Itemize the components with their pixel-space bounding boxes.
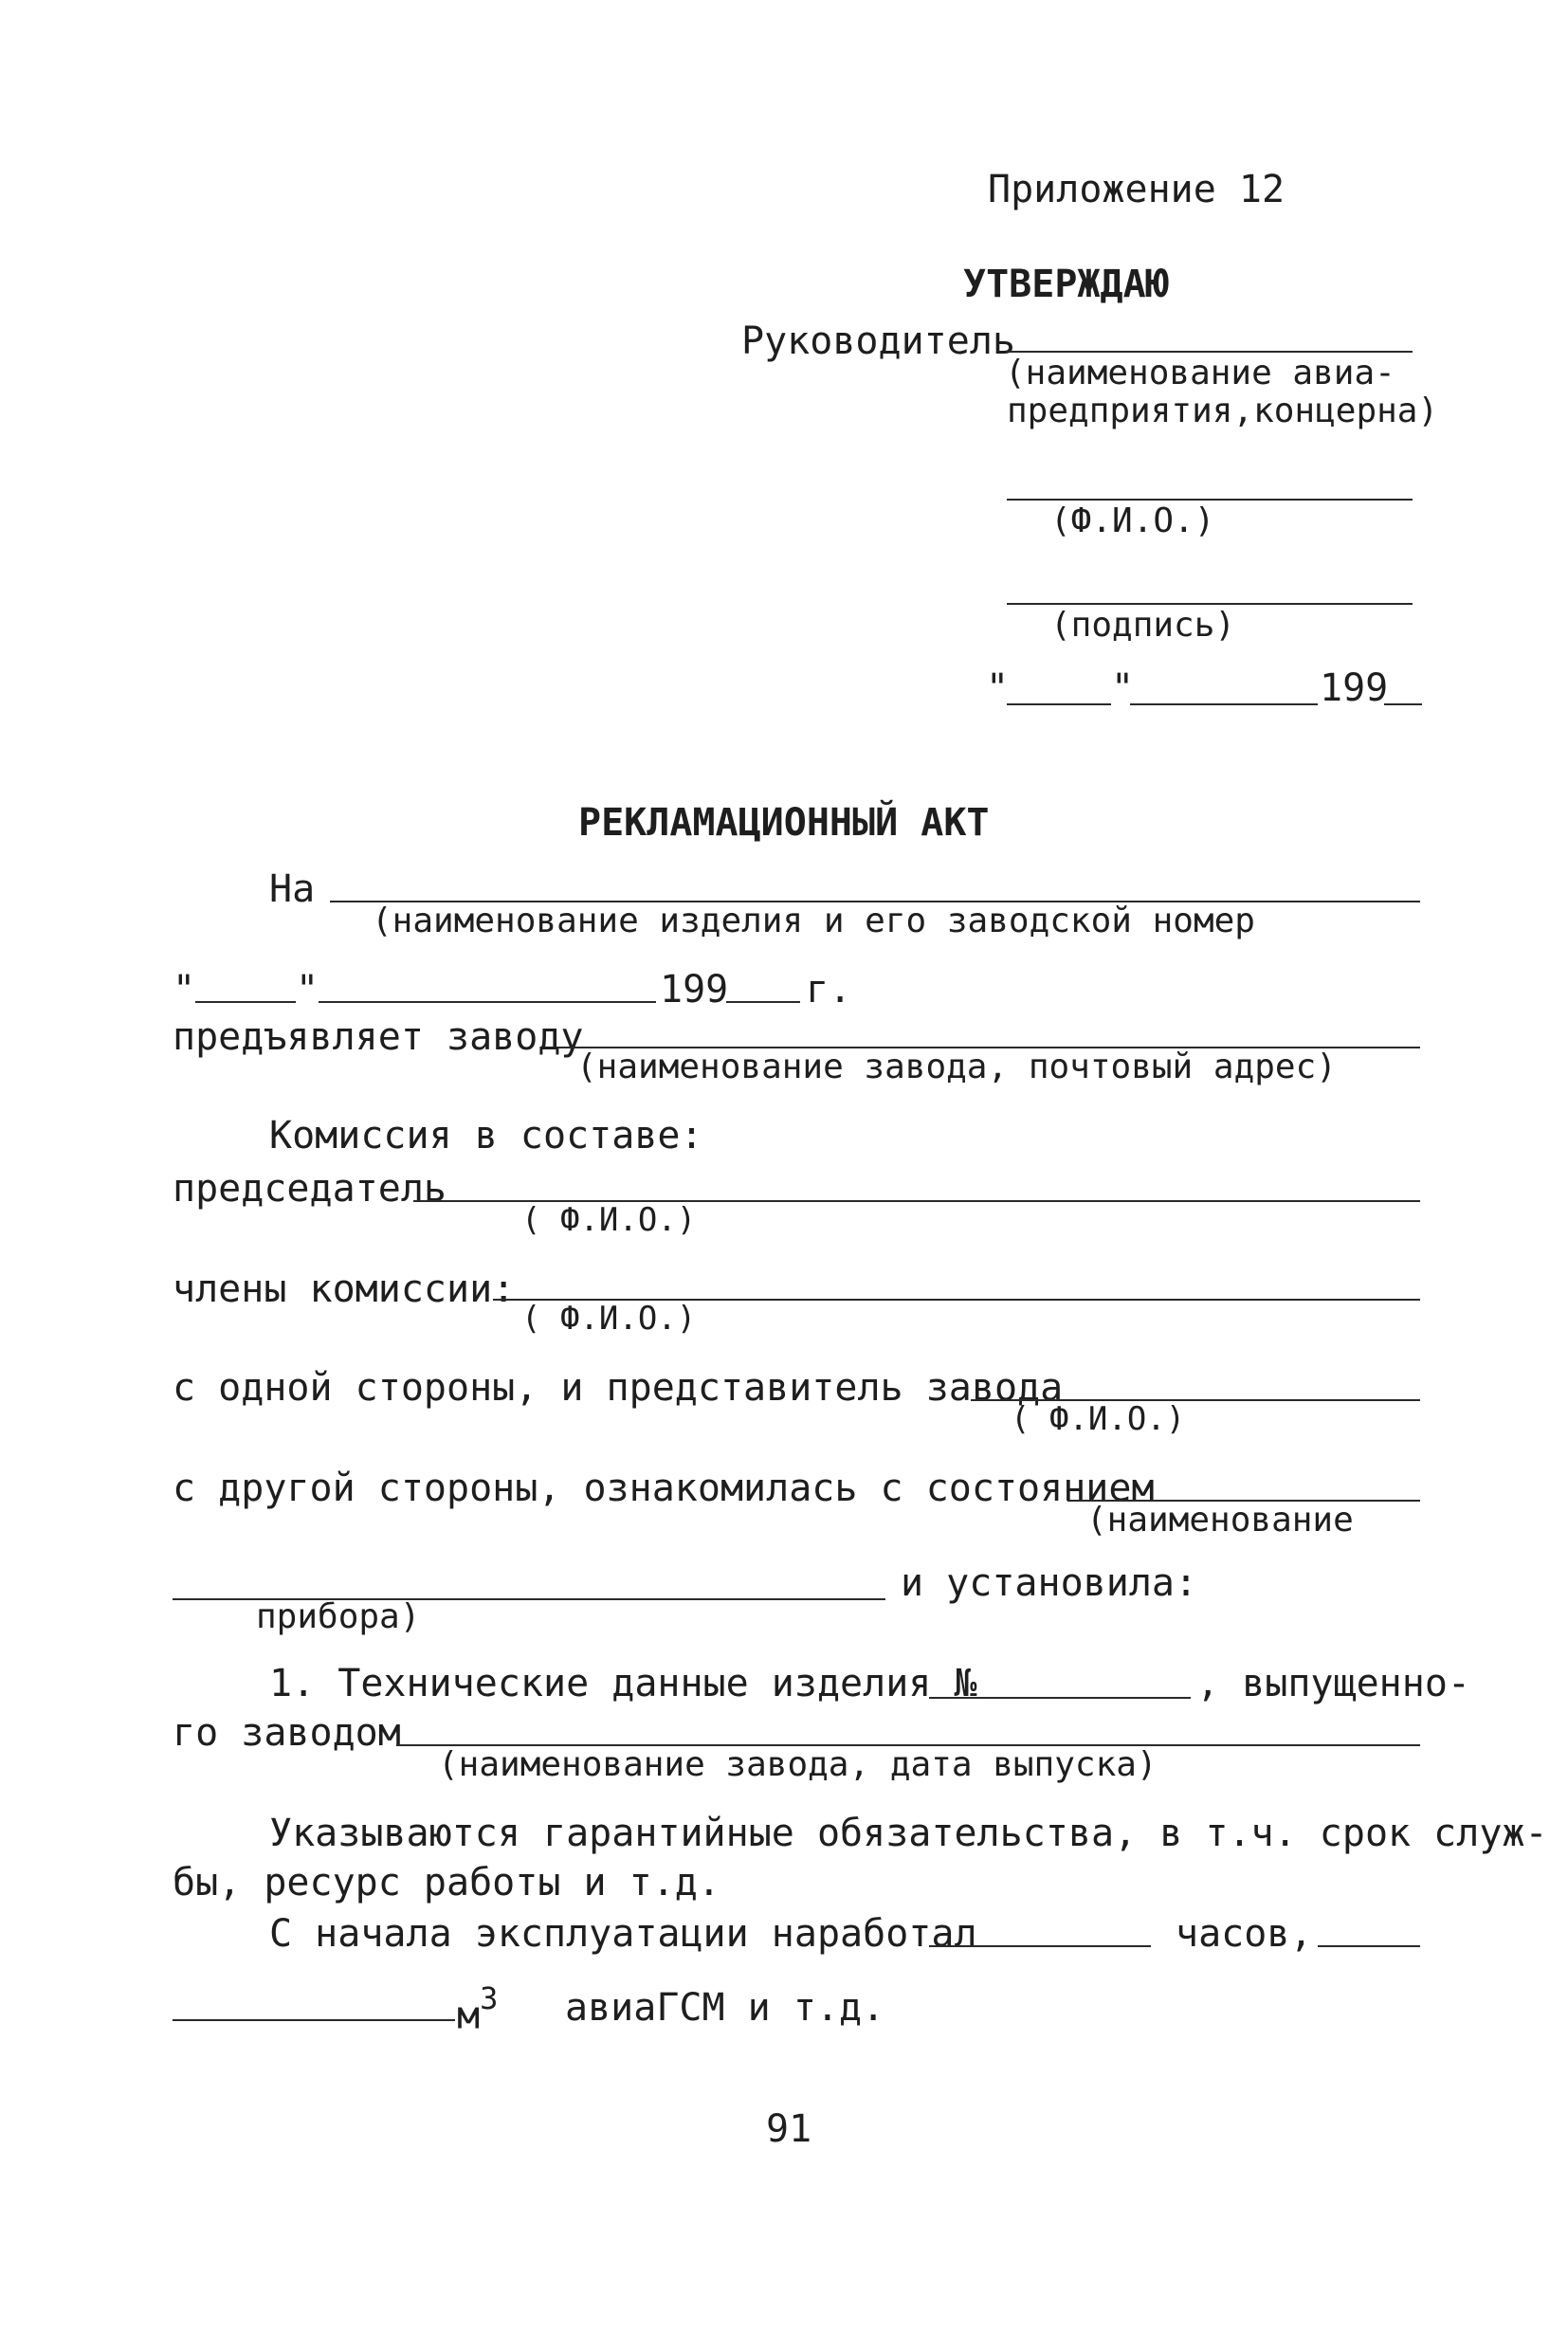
enterprise-caption-2: предприятия,концерна) [1007, 392, 1439, 430]
fio-line [1007, 499, 1413, 501]
volume-unit [457, 1980, 499, 2038]
enterprise-caption-1: (наименование авиа- [1005, 354, 1395, 392]
approval-date-month-line [1130, 703, 1318, 705]
operation-volume-line-1 [1318, 1945, 1420, 1947]
on-label: На [269, 867, 316, 911]
act-date-suffix: г. [806, 968, 852, 1011]
approval-date-day-line [1007, 703, 1111, 705]
approval-date-year: 199 [1320, 666, 1389, 710]
other-side-label: с другой стороны, ознакомилась с состоянием [173, 1467, 1155, 1510]
operation-volume-line-2 [173, 2019, 455, 2021]
act-date-year-line [726, 1001, 800, 1003]
item1-suffix: , выпущенно- [1196, 1662, 1470, 1705]
operation-label: С начала эксплуатации наработал [269, 1912, 977, 1956]
page-number: 91 [766, 2107, 812, 2151]
chairman-caption: ( Ф.И.О.) [521, 1201, 697, 1239]
established-label: и установила: [901, 1561, 1198, 1605]
document-title: РЕКЛАМАЦИОННЫЙ АКТ [578, 801, 990, 845]
representative-caption: ( Ф.И.О.) [1011, 1400, 1186, 1438]
commission-label: Комиссия в составе: [269, 1114, 703, 1157]
warranty-line-1: Указываются гарантийные обязательства, в т.ч. срок служ- [269, 1812, 1548, 1855]
product-caption: (наименование изделия и его заводской номер [372, 902, 1255, 940]
approval-title: УТВЕРЖДАЮ [963, 263, 1169, 306]
fio-caption: (Ф.И.О.) [1050, 501, 1215, 540]
device-caption-2: прибора) [256, 1597, 421, 1636]
representative-label: с одной стороны, и представитель завода [173, 1366, 1064, 1410]
fuel-label: авиаГСМ и т.д. [565, 1986, 885, 2030]
operation-hours-line [929, 1945, 1151, 1947]
item1-continuation: го заводом [173, 1711, 401, 1755]
chairman-label: председатель [173, 1167, 447, 1211]
item1-number-line [929, 1697, 1191, 1699]
item1-factory-caption: (наименование завода, дата выпуска) [438, 1745, 1158, 1784]
volume-unit-base: м [457, 1994, 481, 2038]
act-date-quote-1: " [173, 968, 196, 1011]
members-label: члены комиссии: [173, 1267, 516, 1311]
device-caption-1: (наименование [1086, 1501, 1354, 1540]
approval-date-quote-1: " [986, 666, 1010, 710]
factory-caption: (наименование завода, почтовый адрес) [576, 1048, 1337, 1086]
volume-unit-exponent: 3 [480, 1980, 499, 2016]
act-date-quote-2: " [296, 968, 319, 1011]
act-date-month-line [319, 1001, 656, 1003]
signature-caption: (подпись) [1050, 606, 1236, 645]
approval-date-quote-2: " [1111, 666, 1135, 710]
members-caption: ( Ф.И.О.) [521, 1300, 697, 1338]
act-date-year: 199 [660, 968, 729, 1011]
enterprise-line [1007, 351, 1413, 353]
presents-label: предъявляет заводу [173, 1015, 584, 1059]
warranty-line-2: бы, ресурс работы и т.д. [173, 1861, 720, 1904]
appendix-label: Приложение 12 [988, 168, 1285, 211]
signature-line [1007, 603, 1413, 605]
act-date-day-line [195, 1001, 296, 1003]
approval-date-year-line [1384, 703, 1422, 705]
hours-label: часов, [1176, 1912, 1313, 1956]
head-label: Руководитель [741, 319, 1015, 363]
item1-label: 1. Технические данные изделия № [269, 1662, 977, 1705]
